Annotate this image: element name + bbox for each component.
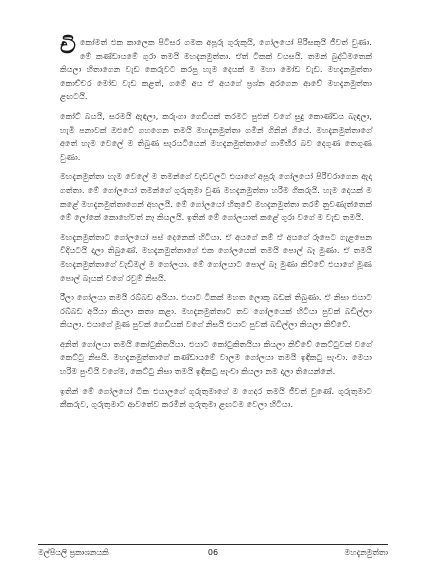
paragraph-4: මහදැනමුත්තාට ගෝලයෝ පස් දෙනෙක් හිටියා. ඒ අයගේ නම් ඒ අයගේ රූපෙට ගැළපෙන විදියටයි දාලා තිබුණේ. මහදැනමුත්තාගේ එක ගෝලයෙක් තමයි පොල් බෑ මුණා. ඒ තමයි මහදැනමුත්තාගේ වැඩිමල් ම ගෝලයා. මේ ගෝලයාට පොල් බෑ මුණා කිව්වේ එයාගේ මූණ පොල් බෑයක් වගේ රවුම් නිසයි. [60,231,372,283]
footer-divider [38,544,388,545]
publisher-name: මල්පියලි ප්‍රකාශනයකි [38,548,109,557]
paragraph-1-text: කෝමත් එක කාලෙක පිටිසර ගමක අපූරු ගුරුකුයි, ගෝලයෝ පිරිසකුයි ජීවත් වුණා. මේ කණ්ඩායමේ ගුරා තමයි මහදැනමුත්තා. ඒත් ටිකක් වයසයි. තමන් බුද්ධිමතෙක් කියලා හිතාගෙන වැඩ කෙරුවට කරපු හැම දෙයක් ම මහා මෝඩ වැඩ. මහදැනමුත්තා කොච්චර මෝඩ වැඩ කළත්, ගමේ අය ඒ අයගේ ප්‍රශ්න අරගෙන ආවේ මහදැනමුත්තා ළඟටයි. [60,37,372,102]
drop-cap-letter: චි [60,33,76,59]
paragraph-3: මහදැනමුත්තා හැම වෙලේ ම තමන්ගේ වැඩවලට එයාගේ අපූරු ගෝලයෝ පිරිවරාගෙන ඇදා ගත්තා. මේ ගෝලයෝ තමන්ගේ ගුරුතුමා වුණ මහදැනමුත්තා හරිම ගිකරුයි. හැම දෙයක් ම කළේ මහදැනමුත්තාගෙන් අහලයි. මේ ගෝලයෝ හිතුවේ මහදැනමුත්තා තරම් නුවණැත්තෙක් මේ ලෝකේ කොහේවත් නෑ කියලයි. ඉතින් මේ ගෝලයාත් කළේ ගුරා වගේ ම වැඩ තමයි. [60,171,372,223]
paragraph-1 [60,33,372,104]
page-footer [38,548,388,562]
paragraph-6: අනිත් ගෝලයා තමයි කෝටුකිතයියා. එයාට කෝටුකිතයියා කියලා කිව්වේ කෙට්ටුවක් වගේ කෙට්ටු නිසයි. මහදැනමුත්තාගේ කණ්ඩායමේ වාලම ගෝලයා තමයි ඉඳිකටු පැංචා. මෙයා හරිම පුංචියි වගේම, කෙට්ටු නිසා තමයි ඉඳිකටු පැංචා කියලා නම දාලා තියෙන්නේ. [60,338,372,377]
paragraph-7: ඉතින් මේ ගෝලයෝ ටික එයාලගේ ගුරුතුමාගේ ම ගෙදර තමයි ජීවත් වුණේ. ගුරුතුමාට කීකරුව, ගුරුතුමාට ආවතේව කරමින් ගුරුතුමා ළඟටම වෙලා හිටියා. [60,385,372,410]
page-number: 06 [207,548,219,557]
book-title: මහදැනමුත්තා [344,548,388,557]
story-body [60,33,372,418]
paragraph-5: රීලා ගෝලයා තමයි රබ්බඩ අයියා. එයාට ටිකක් මහත ලොකු බඩක් තිබුණා. ඒ නිසා එයාට රබ්බඩ අයියා කියලා කතා කළා. මහදැනමුත්තාට තව ගෝලයෙක් හිටියා පුවක් බඩිල්ලා කියලා. එයාගේ මූණ පුවක් ගෙඩියක් වගේ නිසයි එයාට පුවක් බඩිල්ලා කියලා කිව්වේ. [60,292,372,330]
paragraph-2: කෝට් බයයි, සරමයි ඇඳලා, කරුංගා ගෙඩියක් තරමට පුළුන් වගේ සුදු කොණ්ඩය බැඳලා, හැමි පනාවක් ඔළුවේ ගහගෙන තමයි මහදැනමුත්තා ගමින් ගිනින් ගියේ. මහදැනමුත්තාගේ අතේ හැම වෙලේ ම තිබුණ සැරයටියෙන් මහදැනමුත්තාගේ ගාම්භීර බව දෙගුණ තෙගුණ වුණා. [60,110,372,162]
